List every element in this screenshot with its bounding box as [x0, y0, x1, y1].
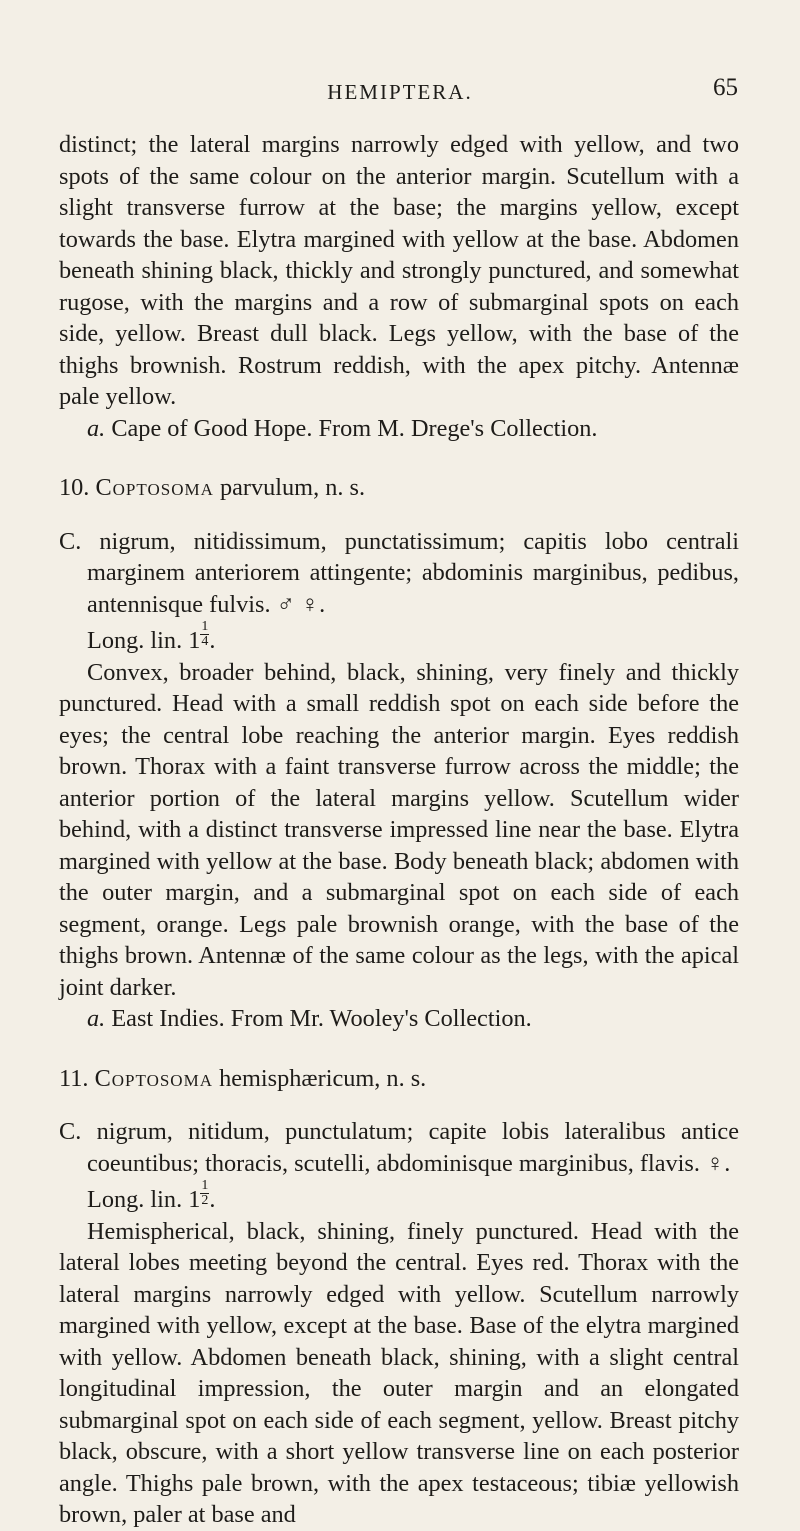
locality-letter: a.	[87, 1005, 106, 1032]
species-genus: Coptosoma	[95, 474, 214, 501]
length-line: Long. lin. 1 $\frac{1}{2}$ .	[87, 1178, 216, 1213]
length-line: Long. lin. 1 $\frac{1}{4}$ .	[87, 619, 216, 654]
latin-diagnosis	[59, 1116, 739, 1179]
fraction-numerator: 1	[201, 1178, 209, 1193]
species-heading	[59, 472, 739, 504]
running-head	[0, 74, 800, 110]
species-epithet: hemisphæricum, n. s.	[219, 1064, 427, 1092]
species-description: Convex, broader behind, black, shining, very finely and thickly punctured. Head with a small reddish spot on each side before the eyes; the central lobe reaching the anterior margin. Eyes reddish brown. Thorax with a faint transverse furrow across the middle; the anterior portion of the lateral margins yellow. Scutellum wider behind, with a distinct transverse impressed line near the base. Elytra margined with yellow at the base. Body beneath black; abdomen with the outer margin, and a submarginal spot on each side of each segment, orange. Legs pale brownish orange, with the base of the thighs brown. Antennæ of the same colour as the legs, with the apical joint darker.	[59, 658, 739, 1001]
diagnosis-text: C. nigrum, nitidissimum, punctatissimum; capitis lobo centrali marginem anteriorem attingente; abdominis marginibus, pedibus, antennisque fulvis.	[59, 527, 739, 618]
fraction-numerator: 1	[201, 619, 209, 634]
fraction-denominator: 2	[201, 1193, 209, 1208]
section-gap	[59, 1094, 739, 1116]
length-fraction	[200, 1179, 209, 1208]
locality-line	[59, 1003, 739, 1035]
species-number: 11.	[59, 1064, 89, 1092]
species-description: Hemispherical, black, shining, finely punctured. Head with the lateral lobes meeting beyond the central. Eyes red. Thorax with the lateral margins narrowly edged with yellow. Scutellum narrowly margined with yellow, except at the base. Base of the elytra margined with yellow. Abdomen beneath black, shining, with a slight central longitudinal impression, the outer margin and an elongated submarginal spot on each side of each segment, yellow. Breast pitchy black, obscure, with a short yellow transverse line on each posterior angle. Thighs pale brown, with the apex testaceous; tibiæ yellowish brown, paler at base and	[59, 1217, 739, 1528]
locality-letter: a.	[87, 414, 106, 442]
continuation-paragraph: distinct; the lateral margins narrowly edged with yellow, and two spots of the same colour on the anterior margin. Scutellum with a slight transverse furrow at the base; the margins yellow, except towards the base. Elytra margined with yellow at the base. Abdomen beneath shining black, thickly and strongly punctured, and somewhat rugose, with the margins and a row of submarginal spots on each side, yellow. Breast dull black. Legs yellow, with the base of the thighs brownish. Rostrum reddish, with the apex pitchy. Antennæ pale yellow.	[59, 131, 739, 410]
species-epithet: parvulum, n. s.	[219, 474, 366, 501]
species-heading	[59, 1063, 739, 1095]
section-gap	[59, 1035, 739, 1063]
species-number: 10.	[59, 474, 90, 501]
sex-symbols: ♂ ♀.	[276, 590, 326, 618]
running-title: HEMIPTERA.	[327, 80, 473, 104]
length-label: Long. lin. 1	[87, 1186, 201, 1213]
locality-text: East Indies. From Mr. Wooley's Collection.	[111, 1005, 532, 1032]
length-label: Long. lin. 1	[87, 627, 201, 654]
sex-symbols: ♀.	[706, 1149, 731, 1177]
page-number: 65	[713, 74, 738, 101]
length-fraction	[200, 620, 209, 649]
section-gap	[59, 444, 739, 472]
locality-line	[59, 413, 739, 445]
latin-diagnosis	[59, 526, 739, 621]
page-body	[59, 129, 739, 1531]
diagnosis-text: C. nigrum, nitidum, punctulatum; capite lobis lateralibus antice coeuntibus; thoracis, scutelli, abdominisque marginibus, flavis.	[59, 1118, 739, 1177]
locality-text: Cape of Good Hope. From M. Drege's Collection.	[111, 414, 598, 442]
species-genus: Coptosoma	[94, 1064, 213, 1092]
fraction-denominator: 4	[201, 634, 209, 649]
section-gap	[59, 504, 739, 526]
